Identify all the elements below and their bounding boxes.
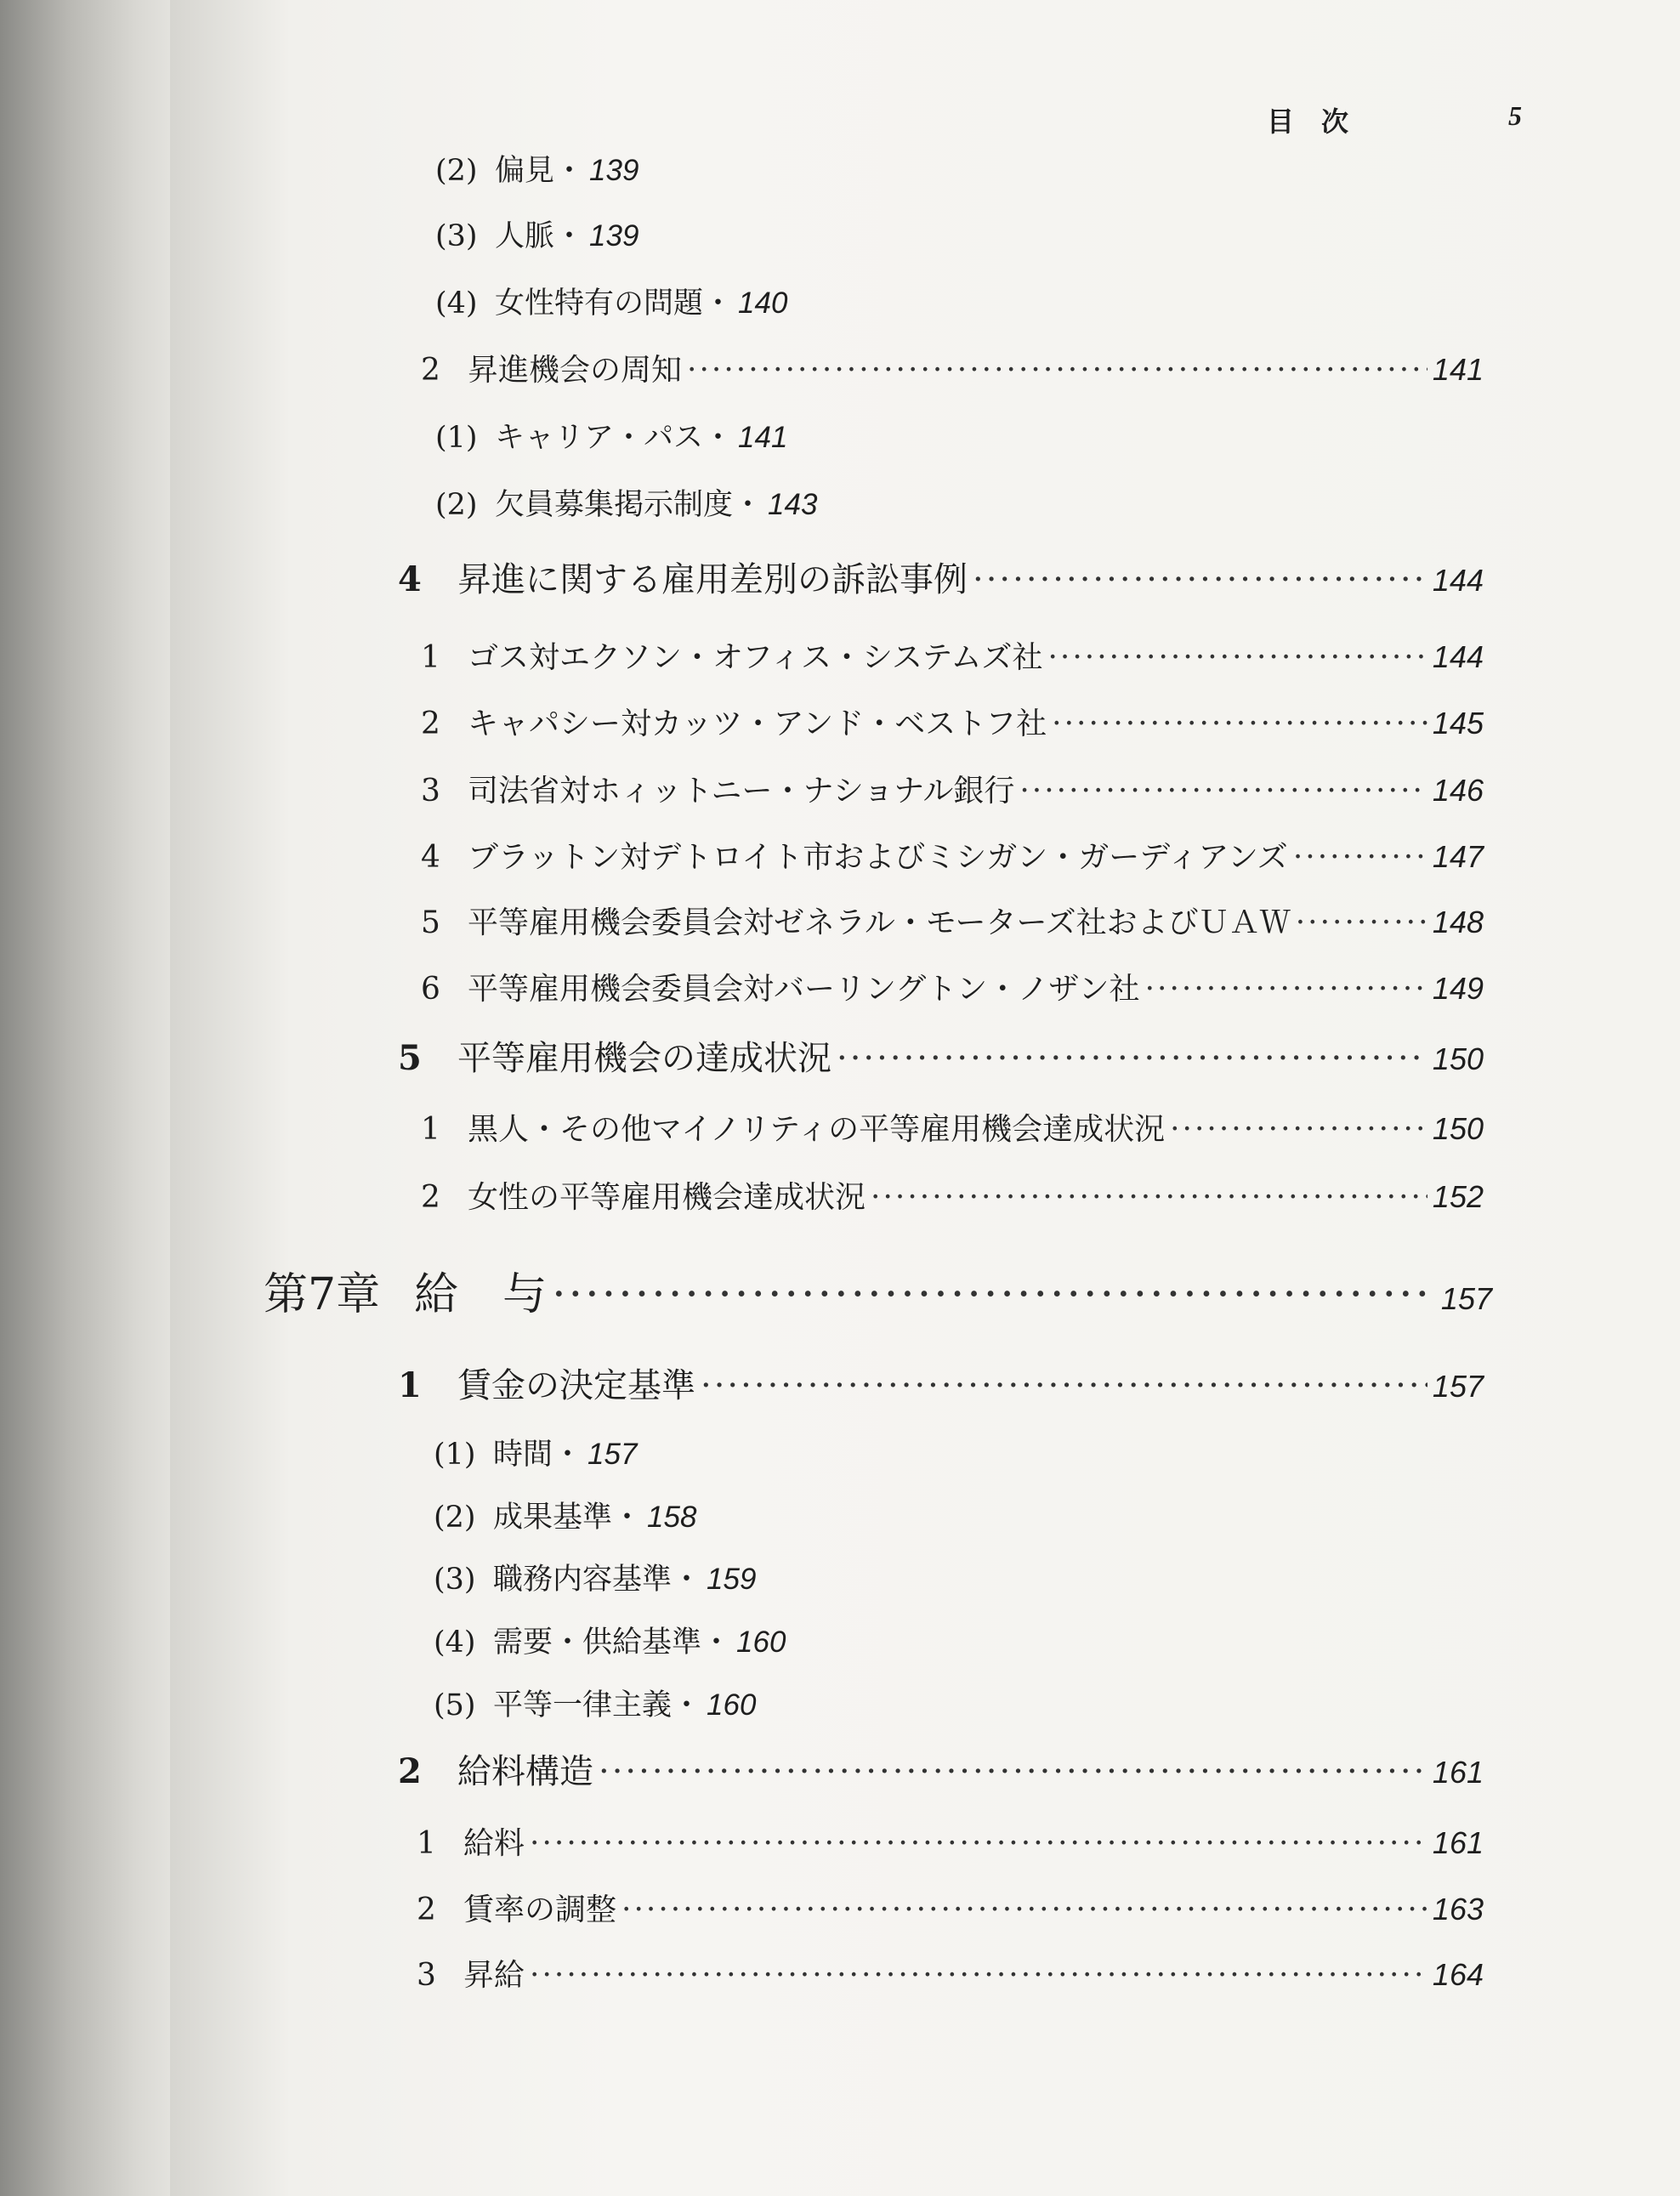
entry-page: 159 — [707, 1563, 757, 1596]
section-number: 1 — [398, 1365, 422, 1405]
toc-entry — [421, 700, 1484, 743]
toc-entry — [434, 1682, 756, 1724]
entry-title: 人脈・ — [495, 219, 585, 253]
toc-entry — [417, 1951, 1484, 1995]
leader-dots — [1052, 706, 1427, 741]
entry-title: 時間・ — [493, 1438, 583, 1472]
entry-page: 157 — [587, 1438, 638, 1471]
toc-entry — [434, 1494, 696, 1536]
entry-page: 141 — [738, 421, 788, 454]
entry-title: 黒人・その他マイノリティの平等雇用機会達成状況 — [468, 1112, 1166, 1147]
toc-entry — [434, 1619, 786, 1661]
section-page: 157 — [1432, 1369, 1484, 1404]
section-title: 平等雇用機会の達成状況 — [457, 1039, 831, 1078]
section-page: 161 — [1432, 1755, 1484, 1790]
leader-dots — [1293, 840, 1427, 875]
entry-title: ゴス対エクソン・オフィス・システムズ社 — [468, 640, 1043, 675]
entry-title: 昇給 — [463, 1958, 525, 1993]
leader-dots — [1145, 972, 1427, 1007]
entry-title: キャリア・パス・ — [495, 421, 734, 455]
leader-dots — [973, 560, 1427, 599]
entry-number: (3) — [435, 219, 478, 253]
toc-entry — [421, 965, 1484, 1008]
toc-entry — [417, 1886, 1484, 1929]
entry-number: 1 — [421, 640, 440, 675]
chapter-page: 157 — [1440, 1281, 1492, 1316]
toc-entry — [434, 1556, 756, 1598]
toc-entry — [435, 147, 639, 190]
entry-title: 欠員募集掲示制度・ — [495, 488, 763, 522]
leader-dots — [621, 1892, 1427, 1927]
section-page: 144 — [1432, 563, 1484, 598]
entry-page: 147 — [1432, 839, 1484, 874]
leader-dots — [1296, 905, 1427, 940]
entry-page: 158 — [647, 1501, 697, 1534]
leader-dots — [552, 1269, 1436, 1320]
entry-page: 146 — [1432, 773, 1484, 808]
entry-title: キャパシー対カッツ・アンド・ベストフ社 — [468, 706, 1047, 741]
entry-page: 152 — [1432, 1179, 1484, 1214]
entry-page: 139 — [589, 154, 639, 187]
toc-entry — [421, 633, 1484, 677]
toc-entry — [421, 833, 1484, 877]
entry-page: 139 — [589, 219, 639, 253]
entry-number: (1) — [435, 421, 478, 455]
entry-number: 6 — [421, 972, 440, 1007]
entry-title: 需要・供給基準・ — [493, 1626, 732, 1660]
entry-title: 平等一律主義・ — [493, 1688, 702, 1722]
entry-title: 偏見・ — [495, 154, 585, 188]
entry-number: 4 — [421, 840, 440, 875]
running-head — [1267, 100, 1522, 139]
entry-title: ブラットン対デトロイト市およびミシガン・ガーディアンズ — [468, 840, 1288, 875]
entry-page: 161 — [1432, 1825, 1484, 1860]
entry-page: 148 — [1432, 905, 1484, 939]
entry-page: 160 — [707, 1688, 757, 1722]
entry-page: 145 — [1432, 706, 1484, 741]
leader-dots — [530, 1826, 1427, 1861]
toc-chapter — [264, 1258, 1492, 1322]
entry-number: 2 — [421, 353, 440, 388]
toc-entry — [421, 767, 1484, 810]
leader-dots — [687, 353, 1427, 388]
entry-title: 昇進機会の周知 — [468, 353, 683, 388]
section-page: 150 — [1432, 1041, 1484, 1076]
entry-number: (4) — [435, 287, 478, 321]
entry-number: (2) — [435, 488, 478, 522]
entry-page: 160 — [736, 1626, 786, 1659]
entry-number: (2) — [434, 1501, 476, 1535]
running-head-title: 目 次 — [1267, 105, 1349, 138]
entry-number: 1 — [421, 1112, 440, 1147]
book-page — [170, 0, 1680, 2196]
section-number: 5 — [398, 1038, 422, 1078]
entry-page: 144 — [1432, 639, 1484, 674]
entry-number: 2 — [421, 1180, 440, 1215]
toc-entry — [435, 213, 639, 255]
book-gutter — [0, 0, 196, 2196]
entry-title: 成果基準・ — [493, 1501, 643, 1535]
entry-page: 150 — [1432, 1111, 1484, 1146]
entry-number: 3 — [417, 1958, 436, 1993]
leader-dots — [530, 1958, 1427, 1993]
entry-title: 女性の平等雇用機会達成状況 — [468, 1180, 866, 1215]
leader-dots — [837, 1039, 1427, 1078]
toc-entry — [434, 1431, 637, 1473]
entry-page: 149 — [1432, 971, 1484, 1006]
toc-section — [398, 1745, 1484, 1793]
entry-title: 女性特有の問題・ — [495, 287, 734, 321]
running-head-page: 5 — [1508, 100, 1522, 131]
entry-number: (4) — [434, 1626, 476, 1660]
entry-title: 平等雇用機会委員会対バーリングトン・ノザン社 — [468, 972, 1140, 1007]
entry-number: 2 — [421, 706, 440, 741]
toc-entry — [421, 899, 1484, 942]
entry-number: (1) — [434, 1438, 476, 1472]
entry-number: (5) — [434, 1688, 476, 1722]
leader-dots — [599, 1752, 1427, 1791]
section-number: 4 — [398, 559, 422, 599]
entry-title: 職務内容基準・ — [493, 1563, 702, 1597]
toc-entry — [421, 1173, 1484, 1217]
entry-page: 141 — [1432, 352, 1484, 387]
toc-entry — [421, 1105, 1484, 1149]
toc-entry — [435, 414, 787, 457]
entry-number: 2 — [417, 1892, 436, 1927]
chapter-title: 給 与 — [414, 1269, 548, 1320]
entry-page: 163 — [1432, 1892, 1484, 1926]
entry-title: 平等雇用機会委員会対ゼネラル・モーターズ社およびＵＡＷ — [468, 905, 1291, 940]
section-number: 2 — [398, 1751, 422, 1791]
entry-number: (2) — [435, 154, 478, 188]
entry-number: (3) — [434, 1563, 476, 1597]
leader-dots — [1170, 1112, 1427, 1147]
toc-entry — [435, 280, 787, 322]
leader-dots — [1047, 640, 1427, 675]
entry-page: 140 — [738, 287, 788, 320]
leader-dots — [701, 1366, 1427, 1405]
toc-section — [398, 553, 1484, 601]
toc-entry — [417, 1819, 1484, 1863]
chapter-number: 第7章 — [264, 1269, 381, 1320]
entry-title: 司法省対ホィットニー・ナショナル銀行 — [468, 774, 1015, 809]
section-title: 昇進に関する雇用差別の訴訟事例 — [457, 560, 968, 599]
leader-dots — [871, 1180, 1427, 1215]
entry-page: 143 — [768, 488, 818, 521]
leader-dots — [1019, 774, 1427, 809]
entry-title: 賃率の調整 — [463, 1892, 617, 1927]
entry-number: 3 — [421, 774, 440, 809]
section-title: 給料構造 — [457, 1752, 593, 1791]
entry-number: 1 — [417, 1826, 436, 1861]
toc-entry — [421, 346, 1484, 389]
entry-page: 164 — [1432, 1957, 1484, 1992]
section-title: 賃金の決定基準 — [457, 1366, 695, 1405]
toc-section — [398, 1359, 1484, 1407]
entry-number: 5 — [421, 905, 440, 940]
entry-title: 給料 — [463, 1826, 525, 1861]
toc-entry — [435, 481, 817, 524]
toc-section — [398, 1031, 1484, 1080]
